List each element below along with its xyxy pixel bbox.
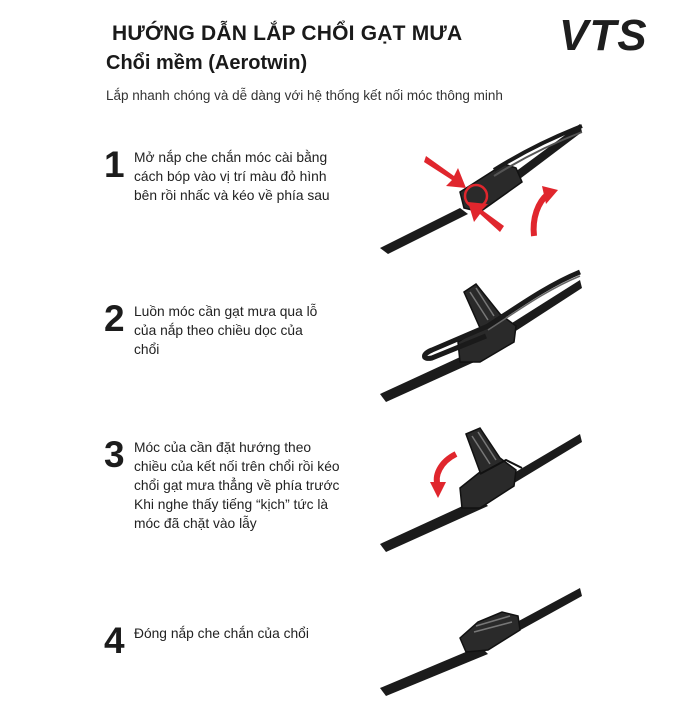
svg-text:VTS: VTS <box>559 11 648 58</box>
step-line: Luồn móc cần gạt mưa qua lỗ <box>134 304 318 319</box>
page-title: HƯỚNG DẪN LẮP CHỔI GẠT MƯA <box>112 22 463 45</box>
wiper-squeeze-release-icon <box>376 110 586 260</box>
step-text <box>134 624 309 643</box>
step-number: 2 <box>104 298 125 339</box>
step-1-image <box>376 110 586 260</box>
step-line: Mở nắp che chắn móc cài bằng <box>134 150 328 165</box>
step-line: Đóng nắp che chắn của chổi <box>134 626 309 641</box>
step-2-image <box>376 262 586 412</box>
step-line: Móc của cần đặt hướng theo <box>134 440 312 455</box>
wiper-hook-pull-icon <box>376 410 586 560</box>
step-line: Khi nghe thấy tiếng “kịch” tức là <box>134 497 329 512</box>
step-4-image <box>376 566 586 716</box>
step-text <box>134 438 340 533</box>
step-number: 4 <box>104 620 125 661</box>
step-line: chiều của kết nối trên chổi rồi kéo <box>134 459 340 474</box>
step-line: bên rồi nhấc và kéo về phía sau <box>134 188 330 203</box>
wiper-cover-closed-icon <box>376 566 586 700</box>
step-line: của nắp theo chiều dọc của <box>134 323 303 338</box>
step-line: cách bóp vào vị trí màu đỏ hình <box>134 169 327 184</box>
step-number: 1 <box>104 144 125 185</box>
vts-logo-icon <box>555 10 677 58</box>
step-text <box>134 302 317 359</box>
intro-text: Lắp nhanh chóng và dễ dàng với hệ thống kết nối móc thông minh <box>106 88 503 103</box>
step-line: chổi gạt mưa thẳng về phía trước <box>134 478 340 493</box>
page-subtitle: Chổi mềm (Aerotwin) <box>106 52 308 74</box>
step-line: móc đã chặt vào lẫy <box>134 516 257 531</box>
step-text <box>134 148 330 205</box>
wiper-hook-insert-icon <box>376 262 586 412</box>
step-3-image <box>376 410 586 560</box>
step-number: 3 <box>104 434 125 475</box>
step-line: chổi <box>134 342 160 357</box>
brand-logo <box>555 10 677 58</box>
